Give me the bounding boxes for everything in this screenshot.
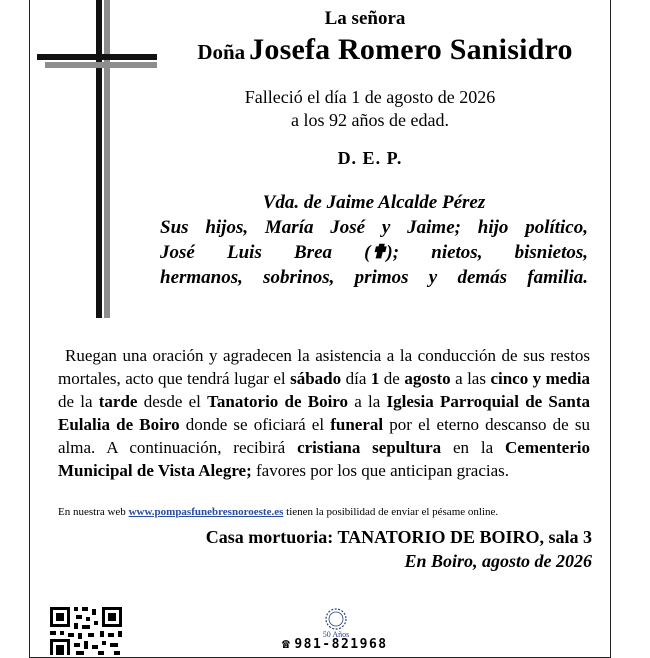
website-link[interactable]: www.pompasfunebresnoroeste.es: [128, 506, 284, 518]
deceased-name: [150, 33, 620, 67]
phone-icon: ☎: [282, 637, 292, 652]
logo-text: 50 Años: [322, 630, 350, 639]
ceremony-text: Ruegan una oración y agradecen la asistencia a la conducción de sus restos mortales, acto que tendrá lugar el sábado día 1 de agosto a las cinco y media de la tarde desde el Tanatorio de Boiro a la Iglesia Parroquial de Santa Eulalia de Boiro donde se oficiará el funeral por el eterno descanso de su alma. A continuación, recibirá cristiana sepultura en la Cementerio Municipal de Vista Alegre; favores por los que anticipan gracias.: [58, 346, 591, 480]
family-line: José Luis Brea (✟); nietos, bisnietos,: [160, 242, 588, 263]
family-line: hermanos, sobrinos, primos y demás familia.: [160, 267, 588, 288]
qr-code-icon[interactable]: [48, 605, 124, 655]
web-note: En nuestra web www.pompasfunebresnoroeste.es tienen la posibilidad de enviar el pésame online.: [58, 506, 499, 518]
rip-label: D. E. P.: [337, 148, 403, 168]
salutation: La señora: [324, 8, 406, 29]
anniversary-logo-icon: [325, 608, 347, 630]
place-date: En Boiro, agosto de 2026: [404, 551, 592, 571]
family-widow: Vda. de Jaime Alcalde Pérez: [262, 192, 486, 213]
death-age: a los 92 años de edad.: [291, 110, 449, 130]
death-date: Falleció el día 1 de agosto de 2026: [244, 87, 496, 107]
funeral-home: Casa mortuoria: TANATORIO DE BOIRO, sala 3: [205, 527, 592, 547]
family-line: Sus hijos, María José y Jaime; hijo político,: [160, 217, 588, 238]
family-block: [160, 190, 588, 290]
phone-number[interactable]: ☎ 981-821968: [282, 637, 388, 652]
name-prefix: Doña: [197, 40, 246, 64]
name-text: Josefa Romero Sanisidro: [249, 33, 573, 66]
death-info: [200, 86, 540, 132]
